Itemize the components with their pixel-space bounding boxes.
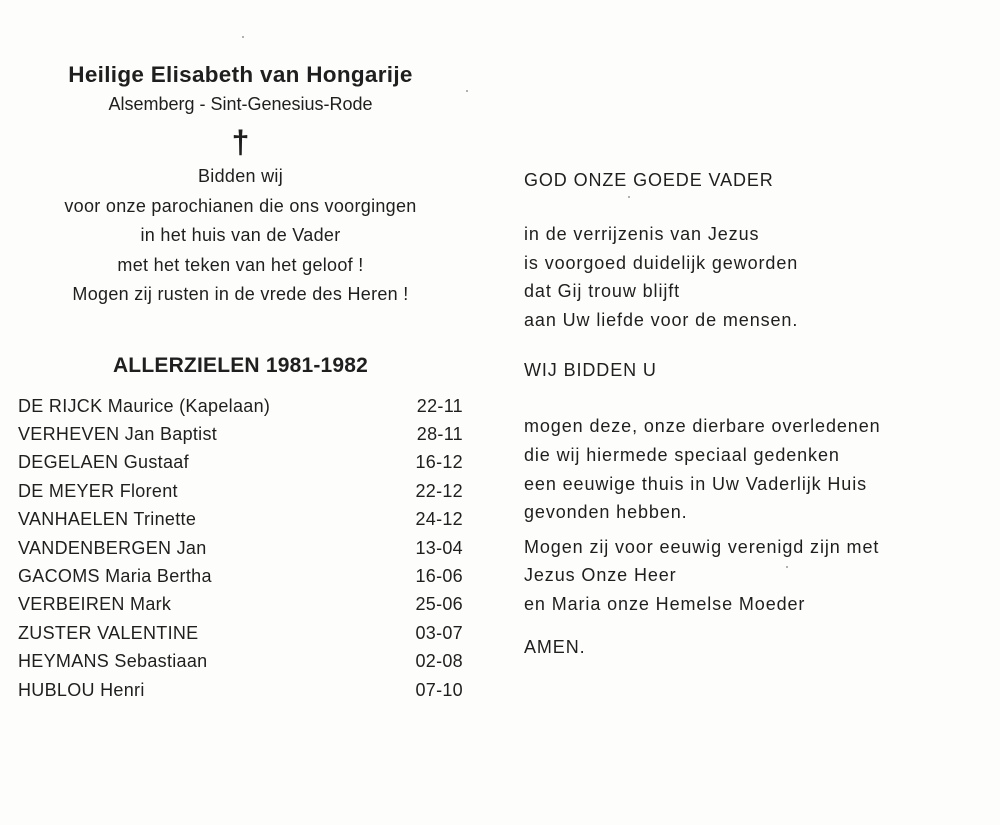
cross-icon: † [231,124,250,160]
deceased-name: ZUSTER VALENTINE [18,622,199,643]
text-line: en Maria onze Hemelse Moeder [524,593,806,614]
deceased-name: DEGELAEN Gustaaf [18,452,189,473]
deceased-name: HEYMANS Sebastiaan [18,651,208,672]
print-speck [242,36,244,38]
list-item [18,619,463,647]
list-item [18,505,463,533]
text-line: gevonden hebben. [524,502,688,523]
print-speck [466,90,468,92]
text-line: is voorgoed duidelijk geworden [524,252,799,273]
prayer-line: met het teken van het geloof ! [117,254,364,275]
list-item [18,647,463,675]
text-line: aan Uw liefde voor de mensen. [524,309,799,330]
prayer-paragraph-1 [524,220,974,334]
prayer-line: Mogen zij rusten in de vrede des Heren ! [72,284,409,304]
deceased-date: 07-10 [415,679,463,700]
closing-amen: AMEN. [524,636,586,657]
print-speck [786,566,788,568]
prayer-line: voor onze parochianen die ons voorgingen [64,195,417,216]
deceased-date: 22-12 [415,480,463,501]
text-line: een eeuwige thuis in Uw Vaderlijk Huis [524,473,868,494]
deceased-name: DE RIJCK Maurice (Kapelaan) [18,395,271,416]
deceased-date: 24-12 [415,509,463,530]
text-line: Jezus Onze Heer [524,565,677,586]
list-item [18,392,463,420]
list-item [18,420,463,448]
prayer-heading-2: WIJ BIDDEN U [524,360,657,381]
left-column [18,60,463,704]
print-speck [628,196,630,198]
list-heading: ALLERZIELEN 1981-1982 [112,353,369,377]
deceased-name: VANDENBERGEN Jan [18,537,207,558]
deceased-date: 16-12 [415,452,463,473]
list-item [18,676,463,704]
text-line: dat Gij trouw blijft [524,281,681,302]
prayer-line: in het huis van de Vader [140,225,341,245]
text-line: die wij hiermede speciaal gedenken [524,444,840,465]
parish-subtitle: Alsemberg - Sint-Genesius-Rode [108,94,373,114]
deceased-name: VERHEVEN Jan Baptist [18,423,218,444]
list-item [18,590,463,618]
prayer-text [18,162,463,310]
list-item [18,448,463,476]
deceased-date: 03-07 [415,622,463,643]
deceased-date: 25-06 [415,594,463,615]
text-line: mogen deze, onze dierbare overledenen [524,416,881,437]
deceased-date: 22-11 [416,395,463,416]
prayer-paragraph-3 [524,533,974,619]
list-item [18,534,463,562]
text-line: Mogen zij voor eeuwig verenigd zijn met [524,536,880,557]
right-column [524,166,974,661]
deceased-date: 02-08 [415,651,463,672]
deceased-date: 28-11 [416,423,463,444]
deceased-date: 16-06 [415,565,463,586]
prayer-heading-1: GOD ONZE GOEDE VADER [524,170,774,190]
deceased-list [18,392,463,704]
prayer-line: Bidden wij [197,166,284,186]
deceased-name: VANHAELEN Trinette [18,509,197,530]
parish-title: Heilige Elisabeth van Hongarije [68,62,413,87]
list-item [18,477,463,505]
deceased-name: GACOMS Maria Bertha [18,565,212,586]
list-item [18,562,463,590]
deceased-name: HUBLOU Henri [18,679,145,700]
deceased-date: 13-04 [415,537,463,558]
text-line: in de verrijzenis van Jezus [524,224,760,244]
deceased-name: DE MEYER Florent [18,480,178,501]
prayer-paragraph-2 [524,412,974,526]
deceased-name: VERBEIREN Mark [18,594,172,615]
